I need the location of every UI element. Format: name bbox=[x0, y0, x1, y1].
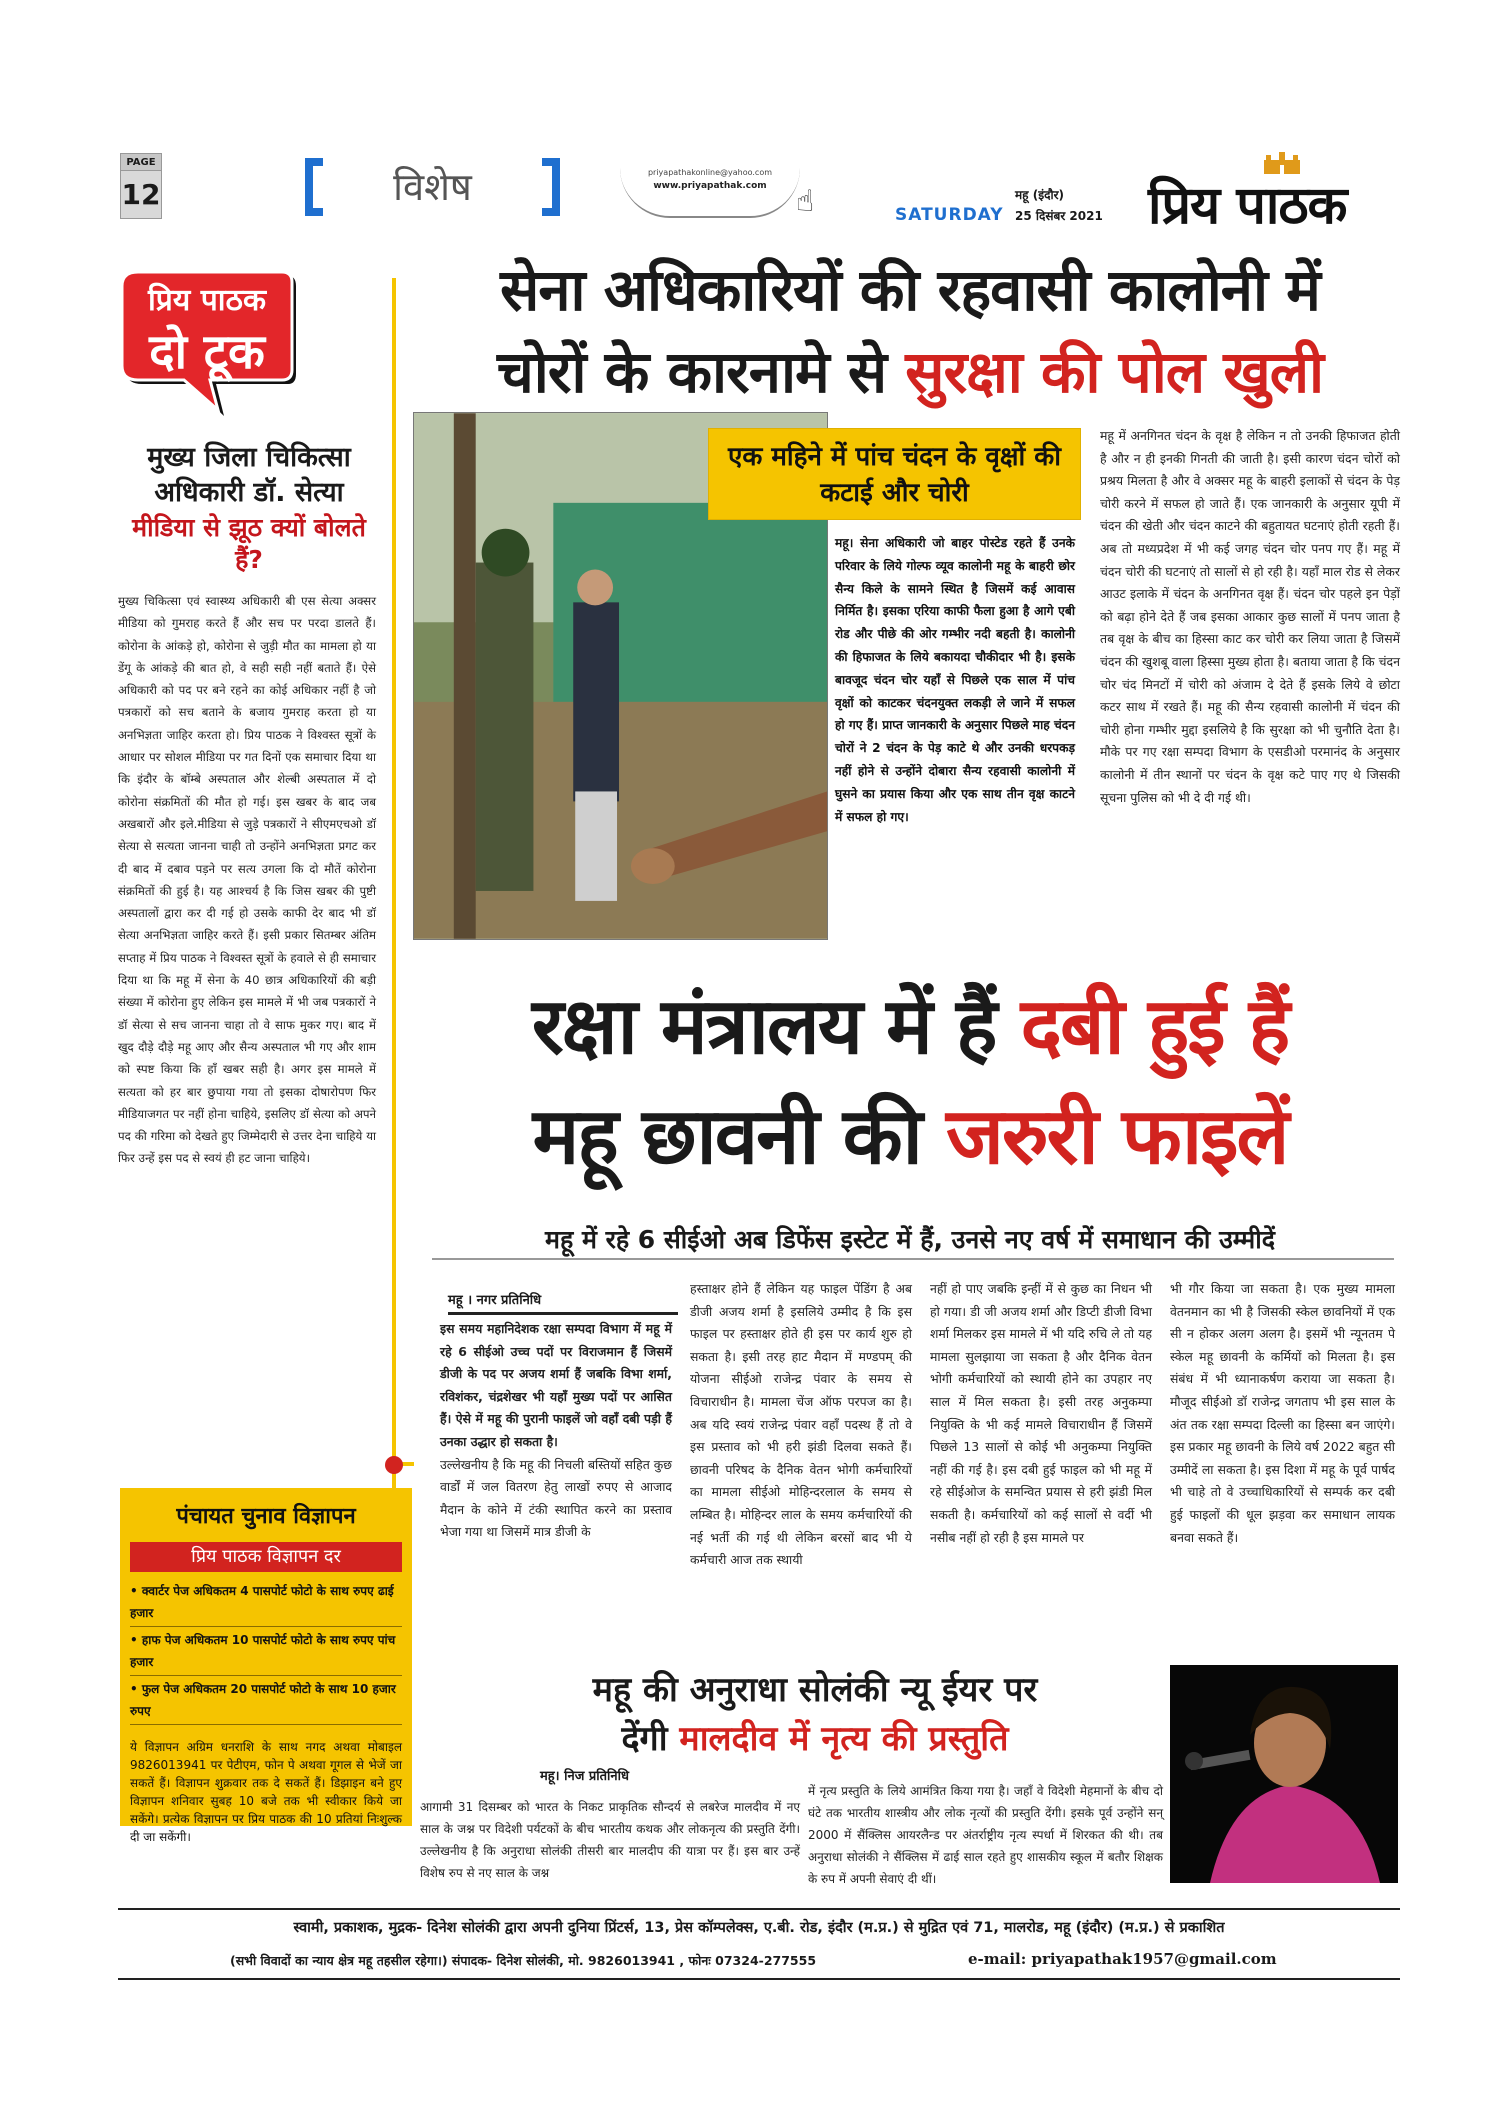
ad-subtitle: प्रिय पाठक विज्ञापन दर bbox=[130, 1542, 402, 1572]
contact-email[interactable]: priyapathakonline@yahoo.com bbox=[647, 168, 773, 177]
story2-headline-line1-black: रक्षा मंत्रालय में हैं bbox=[531, 981, 996, 1072]
red-dot-marker bbox=[385, 1456, 403, 1474]
story2-headline-line2-black: महू छावनी की bbox=[532, 1091, 921, 1182]
story3-column-1: आगामी 31 दिसम्बर को भारत के निकट प्राकृतिक सौन्दर्य से लबरेज मालदीव में नए साल के जश्न पर विदेशी पर्यटकों के बीच भारतीय कथक और लोकनृत्य की प्रस्तुति देंगी। उल्लेखनीय है कि अनुराधा सोलंकी तीसरी बार मालदीप की यात्रा पर हैं। इस बार उन्हें विशेष रुप से नए साल के जश्न bbox=[420, 1800, 800, 1880]
right-bracket bbox=[542, 158, 560, 216]
story2-column-1 bbox=[440, 1318, 672, 1544]
story2-byline: महू । नगर प्रतिनिधि bbox=[448, 1290, 678, 1315]
story2-col1-body: उल्लेखनीय है कि महू की निचली बस्तियों सहित कुछ वार्डों में जल वितरण हेतु लाखों रुपए से आजाद मैदान के कोने में टंकी स्थापित करने का प्रस्ताव भेजा गया था जिसमें मात्र डीजी के bbox=[440, 1456, 672, 1540]
ad-rate-item: • क्वार्टर पेज अधिकतम 4 पासपोर्ट फोटो के साथ रुपए ढाई हजार bbox=[130, 1580, 402, 1627]
footer-editor: (सभी विवादों का न्याय क्षेत्र महू तहसील रहेगा।) संपादक- दिनेश सोलंकी, मो. 9826013941 , फोनः 07324-277555 bbox=[230, 1953, 817, 1968]
ad-rate-item: • हाफ पेज अधिकतम 10 पासपोर्ट फोटो के साथ रुपए पांच हजार bbox=[130, 1629, 402, 1676]
masthead-logo: प्रिय पाठक bbox=[1148, 175, 1347, 236]
story1-headline-line2-red: सुरक्षा की पोल खुली bbox=[905, 338, 1324, 406]
panchayat-ad-box bbox=[120, 1488, 412, 1844]
footer-email[interactable]: e-mail: priyapathak1957@gmail.com bbox=[968, 1950, 1277, 1968]
left-story-headline: मुख्य जिला चिकित्सा अधिकारी डॉ. सेत्या bbox=[147, 442, 351, 508]
story2-column-3: नहीं हो पाए जबकि इन्हीं में से कुछ का निधन भी हो गया। डी जी अजय शर्मा और डिप्टी डीजी विभा शर्मा मिलकर इस मामले में भी यदि रुचि ले तो यह मामला सुलझाया जा सकता है और दैनिक वेतन भोगी कर्मचारियों को स्थायी होने का उपहार नए साल में मिल सकता है। इसी तरह अनुकम्पा नियुक्ति के भी कई मामले विचाराधीन हैं जिसमें पिछले 13 सालों से कोई भी अनुकम्पा नियुक्ति नहीं की गई है। इस दबी हुई फाइल को भी महू में रहे सीईओज के समन्वित प्रयास से हरी झंडी मिल सकती है। कर्मचारियों को कई सालों से वर्दी भी नसीब नहीं हो रही है इस मामले पर bbox=[930, 1281, 1152, 1545]
footer-rule-bottom bbox=[118, 1978, 1400, 1980]
story2-headline-line1-red: दबी हुई हैं bbox=[1020, 981, 1289, 1072]
story3-byline: महू। निज प्रतिनिधि bbox=[540, 1769, 630, 1784]
story1-headline-line1: सेना अधिकारियों की रहवासी कालोनी में bbox=[500, 256, 1320, 324]
story2-subhead: महू में रहे 6 सीईओ अब डिफेंस इस्टेट में हैं, उनसे नए वर्ष में समाधान की उम्मीदें bbox=[545, 1225, 1275, 1254]
page-number: 12 bbox=[120, 171, 162, 219]
hand-pointer-icon: ☝ bbox=[796, 184, 815, 219]
ad-rate-item: • फुल पेज अधिकतम 20 पासपोर्ट फोटो के साथ 10 हजार रुपए bbox=[130, 1678, 402, 1725]
story2-column-4: भी गौर किया जा सकता है। एक मुख्य मामला वेतनमान का भी है जिसकी स्केल छावनियों में एक सी न होकर अलग अलग है। इसमें भी न्यूनतम पे स्केल महू छावनी के कर्मियों को मिलता है। इस संबंध में भी ध्यानाकर्षण कराया जा सकता है। मौजूद सीईओ डॉ राजेन्द्र जगताप भी इस साल के अंत तक रक्षा सम्पदा दिल्ली का हिस्सा बन जाएंगे। इस प्रकार महू छावनी के लिये वर्ष 2022 बहुत सी उम्मीदें ला सकता है। इस दिशा में महू के पूर्व पार्षद भी चाहे तो वे उच्चाधिकारियों से सम्पर्क कर दबी हुई फाइलों की धूल झड़वा कर समाधान लायक बनवा सकते हैं। bbox=[1170, 1281, 1395, 1545]
issue-place: महू (इंदौर) bbox=[1015, 188, 1064, 202]
ad-rate-list bbox=[130, 1580, 402, 1727]
story3-headline-line1: महू की अनुराधा सोलंकी न्यू ईयर पर bbox=[592, 1670, 1038, 1710]
left-story-subhead: मीडिया से झूठ क्यों बोलते हैं? bbox=[132, 513, 366, 574]
story1-right-column: महू में अनगिनत चंदन के वृक्ष है लेकिन न तो उनकी हिफाजत होती है और न ही इनकी गिनती की जाती है। इसी कारण चंदन चोरों को प्रश्रय मिलता है और वे अक्सर महू के बाहरी इलाकों से चंदन के पेड़ चोरी करने में सफल हो जाते हैं। एक जानकारी के अनुसार यूपी में चंदन की खेती और चंदन काटने की बहुतायत घटनाएं होती रहती हैं। अब तो मध्यप्रदेश में भी कई जगह चंदन चोर पनप गए हैं। महू में चंदन चोरी की घटनाएं तो सालों से हो रही है। यहाँ माल रोड से लेकर आउट इलाके में चंदन के अनगिनत वृक्ष हैं। चंदन चोर पहले इन पेड़ों को बढ़ा होने देते हैं जब इसका आकार कुछ सालों में पनप जाता है तब वृक्ष के बीच का हिस्सा काट कर चोरी कर लिया जाता है जिसमें चंदन की खुशबू वाला हिस्सा मुख्य होता है। बताया जाता है कि चंदन चोर चंद मिनटों में चोरी को अंजाम दे देते हैं इसके लिये वे छोटा कटर साथ में रखते हैं। महू की सैन्य रहवासी कालोनी में चंदन की चोरी होना गम्भीर मुद्दा इसलिये है कि सुरक्षा को भी चुनौति देता है। मौके पर गए रक्षा सम्पदा विभाग के एसडीओ परमानंद के अनुसार कालोनी में तीन स्थानों पर चंदन के वृक्ष कटे पाए गए थे जिसकी सूचना पुलिस को भी दे दी गई थी। bbox=[1100, 428, 1400, 805]
story2-headline-line1 bbox=[420, 970, 1400, 1076]
story3-headline-line2-black: देंगी bbox=[621, 1719, 668, 1759]
badge-text bbox=[120, 270, 294, 390]
footer-imprint: स्वामी, प्रकाशक, मुद्रक- दिनेश सोलंकी द्वारा अपनी दुनिया प्रिंटर्स, 13, प्रेस कॉम्पलेक्स, ए.बी. रोड, इंदौर (म.प्र.) से मुद्रित एवं 71, मालरोड, महू (इंदौर) (म.प्र.) से प्रकाशित bbox=[293, 1920, 1225, 1936]
contact-website[interactable]: www.priyapathak.com bbox=[653, 181, 767, 191]
story2-rule bbox=[432, 1258, 1394, 1260]
ad-note: ये विज्ञापन अग्रिम धनराशि के साथ नगद अथवा मोबाइल 9826013941 पर पेटीएम, फोन पे अथवा गूगल से भेजें जा सकतें हैं। विज्ञापन शुक्रवार तक दे सकतें हैं। डिझाइन बने हुए विज्ञापन शनिवार सुबह 10 बजे तक भी स्वीकार किये जा सकेंगे। प्रत्येक विज्ञापन पर प्रिय पाठक की 10 प्रतियां निःशुल्क दी जा सकेंगी। bbox=[130, 1740, 402, 1844]
story2-headline-line2 bbox=[420, 1080, 1400, 1186]
ad-title: पंचायत चुनाव विज्ञापन bbox=[176, 1504, 356, 1529]
issue-date: 25 दिसंबर 2021 bbox=[1015, 209, 1103, 223]
badge-line2: दो टूक bbox=[149, 324, 265, 380]
left-story-body: मुख्य चिकित्सा एवं स्वास्थ्य अधिकारी बी एस सेत्या अक्सर मीडिया को गुमराह करते हैं और सच पर परदा डालते हैं। कोरोना के आंकड़े हो, कोरोना से जुड़ी मौत का मामला हो या डेंगू के आंकड़े की बात हो, वे सही सही नहीं बताते हैं। ऐसे अधिकारी को पद पर बने रहने का कोई अधिकार नहीं है जो पत्रकारों को सच बताने के बजाय गुमराह करता हो या अनभिज्ञता जाहिर करता हो। प्रिय पाठक ने विश्वस्त सूत्रों के आधार पर सोशल मीडिया पर गत दिनों एक समाचार दिया था कि इंदौर के बॉम्बे अस्पताल और शेल्बी अस्पताल में दो कोरोना संक्रमितों की मौत हो गई। इस खबर के बाद जब अखबारों और इले.मीडिया से जुड़े पत्रकारों ने सीएमएचओ डॉ सेत्या से सत्यता जानना चाही तो उन्होंने अनभिज्ञता प्रगट कर दी बाद में दबाव पड़ने पर सत्य उगला कि दो मौतें कोरोना संक्रमितों की हुई है। यह आश्चर्य है कि जिस खबर की पुष्टी अस्पतालों द्वारा कर दी गई हो उसके काफी देर बाद भी डॉ सेत्या अनभिज्ञता जाहिर करते हैं। इसी प्रकार सितम्बर अंतिम सप्ताह में प्रिय पाठक ने विश्वस्त सूत्रों के हवाले से ही समाचार दिया था कि महू में सेना के 40 छात्र अधिकारियों की बड़ी संख्या में कोरोना हुए लेकिन इस मामले में भी जब पत्रकारों ने डॉ सेत्या से सच जानना चाहा तो वे साफ मुकर गए। बाद में खुद दौड़े दौड़े महू आए और सैन्य अस्पताल भी गए और शाम को स्पष्ट किया कि हाँ खबर सही है। अगर इस मामले में सत्यता को हर बार छुपाया गया तो इसका दोषारोपण फिर मीडियाजगत पर नहीं होना चाहिये, इसलिए डॉ सेत्या को अपने पद की गरिमा को देखते हुए जिम्मेदारी से उत्तर देना चाहिये या फिर उन्हें इस पद से स्वयं ही हट जाना चाहिये। bbox=[118, 594, 376, 1166]
story1-headline-line2-black: चोरों के कारनामे से bbox=[496, 338, 887, 406]
story1-lead-column: महू। सेना अधिकारी जो बाहर पोस्टेड रहते हैं उनके परिवार के लिये गोल्फ व्यूव कालोनी महू के बाहरी छोर सैन्य किले के सामने स्थित है जिसमें कई आवास निर्मित है। इसका एरिया काफी फैला हुआ है आगे एबी रोड और पीछे की ओर गम्भीर नदी बहती है। कालोनी की हिफाजत के लिये बकायदा चौकीदार भी है। इसके बावजूद चंदन चोर यहाँ से पिछले एक साल में पांच वृक्षों को काटकर चंदनयुक्त लकड़ी ले जाने में सफल हो गए हैं। प्राप्त जानकारी के अनुसार पिछले माह चंदन चोरों ने 2 चंदन के पेड़ काटे थे और उनकी धरपकड़ नहीं होने से उन्होंने दोबारा सैन्य रहवासी कालोनी में घुसने का प्रयास किया और एक साथ तीन वृक्ष काटने में सफल हो गए। bbox=[835, 536, 1075, 824]
story1-subhead: एक महिने में पांच चंदन के वृक्षों की कटाई और चोरी bbox=[727, 442, 1062, 508]
story2-intro: इस समय महानिदेशक रक्षा सम्पदा विभाग में महू में रहे 6 सीईओ उच्च पदों पर विराजमान हैं जिसमें डीजी के पद पर अजय शर्मा हैं जबकि विभा शर्मा, रविशंकर, चंद्रशेखर भी यहाँ मुख्य पदों पर आसित हैं। ऐसे में महू की पुरानी फाइलें जो वहाँ दबी पड़ी हैं उनका उद्धार हो सकता है। bbox=[440, 1321, 672, 1449]
story2-column-2: हस्ताक्षर होने हैं लेकिन यह फाइल पेंडिंग है अब डीजी अजय शर्मा है इसलिये उम्मीद है कि इस फाइल पर हस्ताक्षर होते ही इस पर कार्य शुरु हो सकता है। इसी तरह हाट मैदान में मण्डपम् की योजना सीईओ राजेन्द्र पंवार के समय से विचाराधीन है। मामला चेंज ऑफ परपज का है। अब यदि स्वयं राजेन्द्र पंवार वहाँ पदस्थ हैं तो वे इस प्रस्ताव को भी हरी झंडी दिलवा सकते हैं। छावनी परिषद के दैनिक वेतन भोगी कर्मचारियों का मामला सीईओ मोहिन्दरलाल के समय से लम्बित है। मोहिन्दर लाल के समय कर्मचारियों की नई भर्ती की गई थी लेकिन बरसों बाद भी ये कर्मचारी आज तक स्थायी bbox=[690, 1281, 912, 1568]
yellow-divider-tick bbox=[402, 1462, 414, 1466]
page-number-tag bbox=[120, 153, 162, 223]
contact-box bbox=[620, 168, 800, 218]
story1-subhead-box bbox=[708, 428, 1081, 520]
page-label: PAGE bbox=[120, 153, 162, 171]
story2-headline-line2-red: जरुरी फाइलें bbox=[946, 1091, 1288, 1182]
section-title: विशेष bbox=[393, 165, 472, 209]
story3-column-2: में नृत्य प्रस्तुति के लिये आमंत्रित किया गया है। जहाँ वे विदेशी मेहमानों के बीच दो घंटे तक भारतीय शास्त्रीय और लोक नृत्यों की प्रस्तुति देंगी। इसके पूर्व उन्होंने सन् 2000 में सैंक्लिस आयरलैन्ड पर अंतर्राष्ट्रीय नृत्य स्पर्धा में शिरकत की थी। तब अनुराधा सोलंकी ने सैंक्लिस में ढाई साल रहते हुए शासकीय स्कूल में बतौर शिक्षक के रुप में अपनी सेवाएं दी थीं। bbox=[808, 1784, 1163, 1886]
story3-headline-line2-red: मालदीव में नृत्य की प्रस्तुति bbox=[679, 1719, 1009, 1759]
badge-line1: प्रिय पाठक bbox=[148, 283, 266, 318]
story1-headline-line2 bbox=[420, 330, 1400, 409]
dancer-singer-photo bbox=[1170, 1665, 1398, 1883]
issue-day: SATURDAY bbox=[895, 205, 1004, 225]
story3-headline-line2 bbox=[505, 1714, 1125, 1760]
footer-rule bbox=[118, 1908, 1400, 1910]
section-header bbox=[305, 158, 560, 218]
